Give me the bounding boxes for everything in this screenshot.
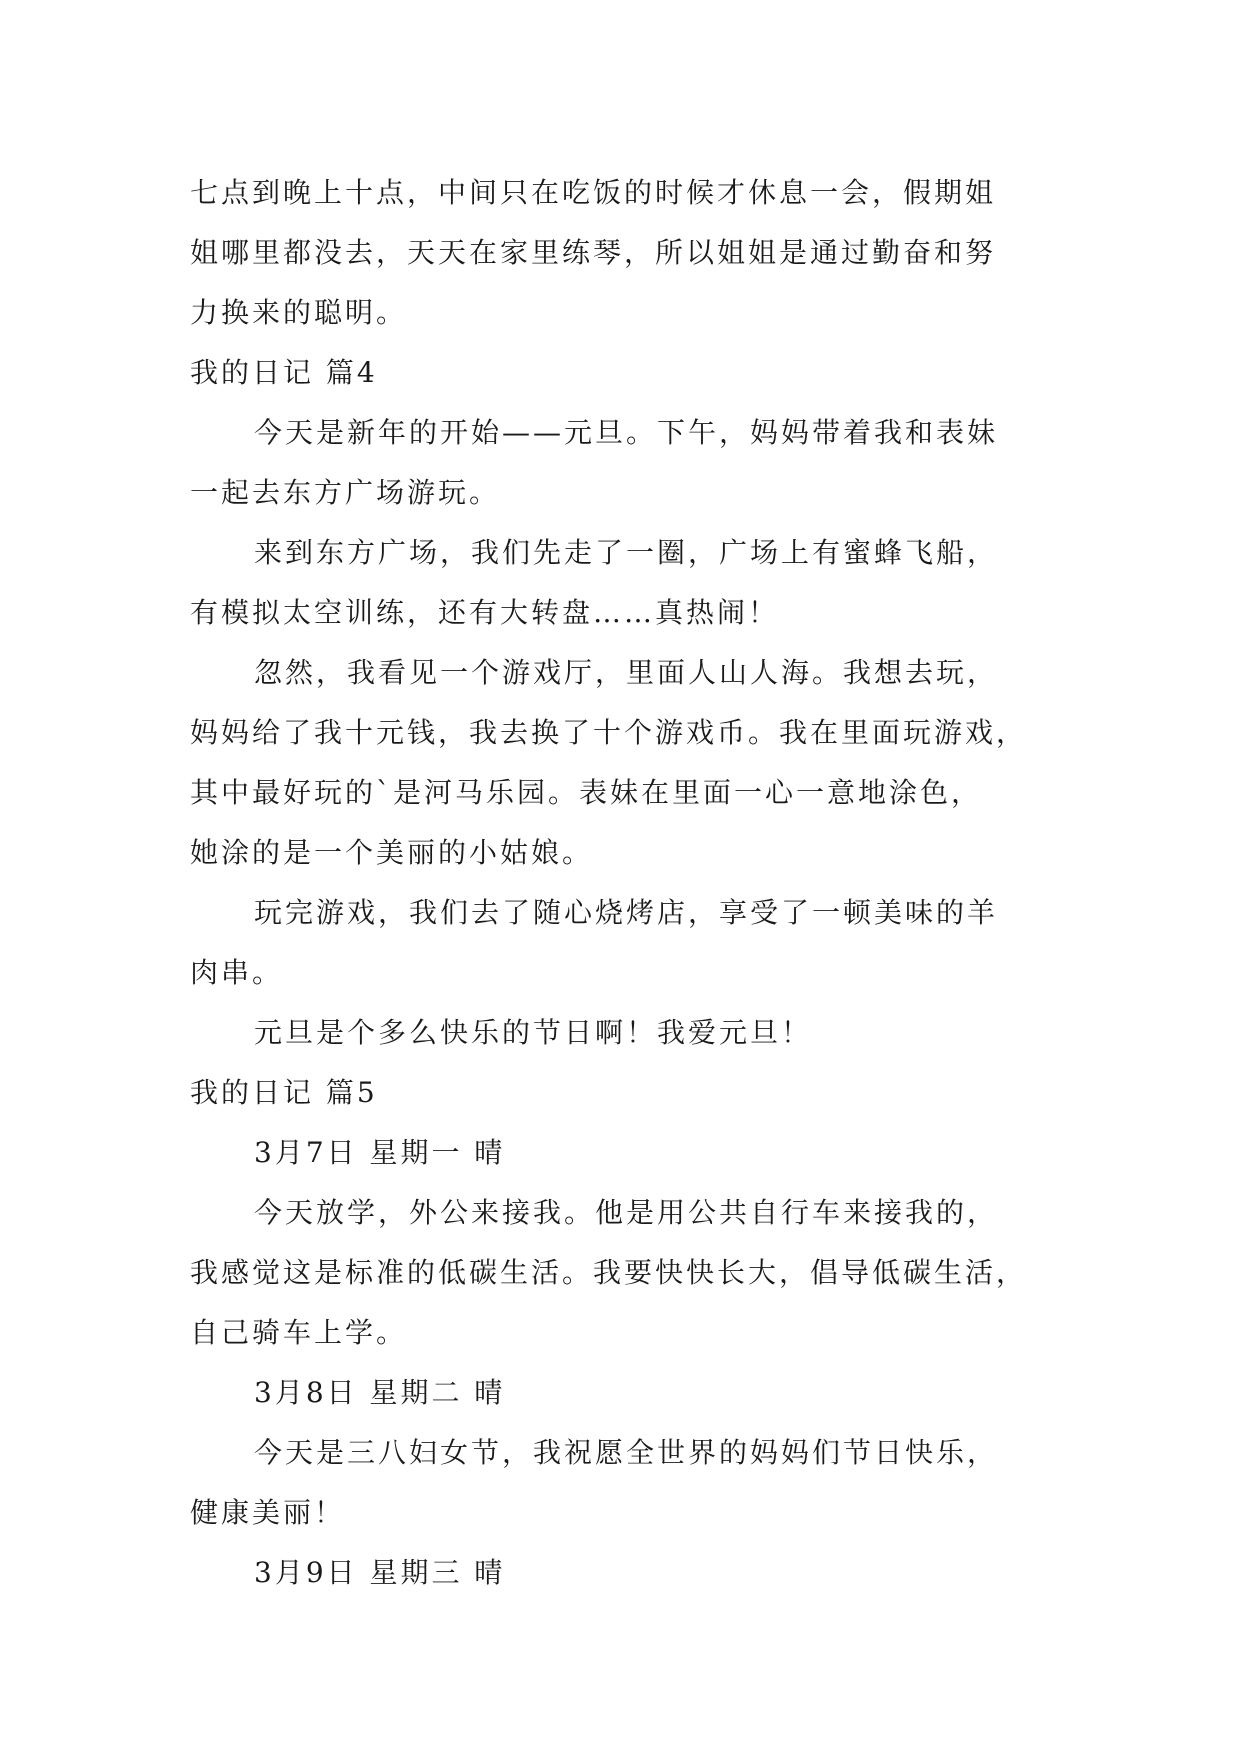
paragraph-line: 肉串。 [190,956,284,989]
paragraph-line: 她涂的是一个美丽的小姑娘。 [190,836,594,869]
paragraph-line: 七点到晚上十点，中间只在吃饭的时候才休息一会，假期姐 [190,176,997,209]
paragraph-line: 玩完游戏，我们去了随心烧烤店，享受了一顿美味的羊 [254,896,999,929]
paragraph-line: 健康美丽！ [190,1496,346,1529]
paragraph-line: 自己骑车上学。 [190,1316,408,1349]
paragraph-line: 姐哪里都没去，天天在家里练琴，所以姐姐是通过勤奋和努 [190,236,997,269]
paragraph-line: 今天是三八妇女节，我祝愿全世界的妈妈们节日快乐， [254,1436,999,1469]
date-line: 3月9日 星期三 晴 [254,1556,506,1589]
paragraph-line: 今天是新年的开始——元旦。下午，妈妈带着我和表妹 [254,416,999,449]
paragraph-line: 妈妈给了我十元钱，我去换了十个游戏币。我在里面玩游戏， [190,716,1028,749]
paragraph-line: 来到东方广场，我们先走了一圈，广场上有蜜蜂飞船， [254,536,999,569]
paragraph-line: 其中最好玩的`是河马乐园。表妹在里面一心一意地涂色， [190,776,983,809]
section-heading: 我的日记 篇4 [190,356,378,389]
paragraph-line: 力换来的聪明。 [190,296,408,329]
date-line: 3月8日 星期二 晴 [254,1376,506,1409]
paragraph-line: 一起去东方广场游玩。 [190,476,501,509]
date-line: 3月7日 星期一 晴 [254,1136,506,1169]
paragraph-line: 忽然，我看见一个游戏厅，里面人山人海。我想去玩， [254,656,999,689]
paragraph-line: 今天放学，外公来接我。他是用公共自行车来接我的， [254,1196,999,1229]
document-body [190,163,1060,1603]
paragraph-line: 元旦是个多么快乐的节日啊！我爱元旦！ [254,1016,813,1049]
section-heading: 我的日记 篇5 [190,1076,378,1109]
paragraph-line: 有模拟太空训练，还有大转盘……真热闹！ [190,596,780,629]
paragraph-line: 我感觉这是标准的低碳生活。我要快快长大，倡导低碳生活， [190,1256,1028,1289]
